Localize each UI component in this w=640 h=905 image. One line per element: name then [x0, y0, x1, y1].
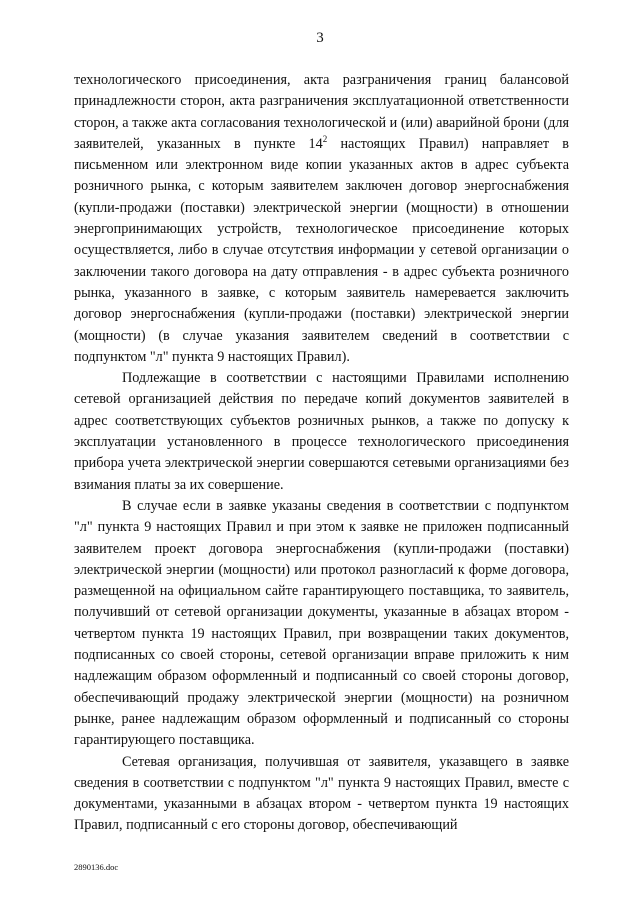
- paragraph-text: настоящих Правил) направляет в письменном или электронном виде копии указанных актов в адрес субъекта розничного рынка, с которым заявителем заключен договор энергоснабжения (купли-продажи (поставки) электрической энергии (мощности) в отношении энергопринимающих устройств, технологическое присоединение которых осуществляется, либо в случае отсутствия информации у сетевой организации о заключении такого договора на дату отправления - в адрес субъекта розничного рынка, указанного в заявке, с которым заявитель намеревается заключить договор энергоснабжения (купли-продажи (поставки) электрической энергии (мощности) (в случае указания заявителем сведений в соответствии с подпунктом "л" пункта 9 настоящих Правил).: [74, 135, 569, 365]
- document-body: [74, 70, 569, 837]
- paragraph-text: технологического присоединения, акта разграничения границ балансовой принадлежности сторон, акта разграничения эксплуатационной ответственности сторон, а также акта согласования технологической и (или) аварийной брони (для заявителей, указанных в пункте 14: [74, 72, 569, 152]
- page-number: 3: [316, 30, 324, 46]
- paragraph: Сетевая организация, получившая от заявителя, указавщего в заявке сведения в соответствии с подпунктом "л" пункта 9 настоящих Правил, вместе с документами, указанными в абзацах втором - четвертом пункта 19 настоящих Правил, подписанный с его стороны договор, обеспечивающий: [74, 753, 569, 834]
- superscript: 2: [322, 133, 328, 144]
- paragraph-continued: [74, 70, 569, 368]
- paragraph: Подлежащие в соответствии с настоящими Правилами исполнению сетевой организацией действия по передаче копий документов заявителей в адрес соответствующих субъектов розничных рынков, а также по допуску к эксплуатации установленного в процессе технологического присоединения прибора учета электрической энергии совершаются сетевыми организациями без взимания платы за их совершение.: [74, 370, 569, 493]
- document-filename: 2890136.doc: [74, 862, 119, 872]
- paragraph: В случае если в заявке указаны сведения в соответствии с подпунктом "л" пункта 9 настоящих Правил и при этом к заявке не приложен подписанный заявителем проект договора энергоснабжения (купли-продажи (поставки) электрической энергии (мощности) или протокол разногласий к форме договора, размещенной на официальном сайте гарантирующего поставщика, то заявитель, получивший от сетевой организации документы, указанные в абзацах втором - четвертом пункта 19 настоящих Правил, при возвращении таких документов, подписанных со своей стороны, сетевой организации вправе приложить к ним надлежащим образом оформленный и подписанный со своей стороны договор, обеспечивающий продажу электрической энергии (мощности) на розничном рынке, ранее надлежащим образом оформленный и подписанный со стороны гарантирующего поставщика.: [74, 497, 569, 749]
